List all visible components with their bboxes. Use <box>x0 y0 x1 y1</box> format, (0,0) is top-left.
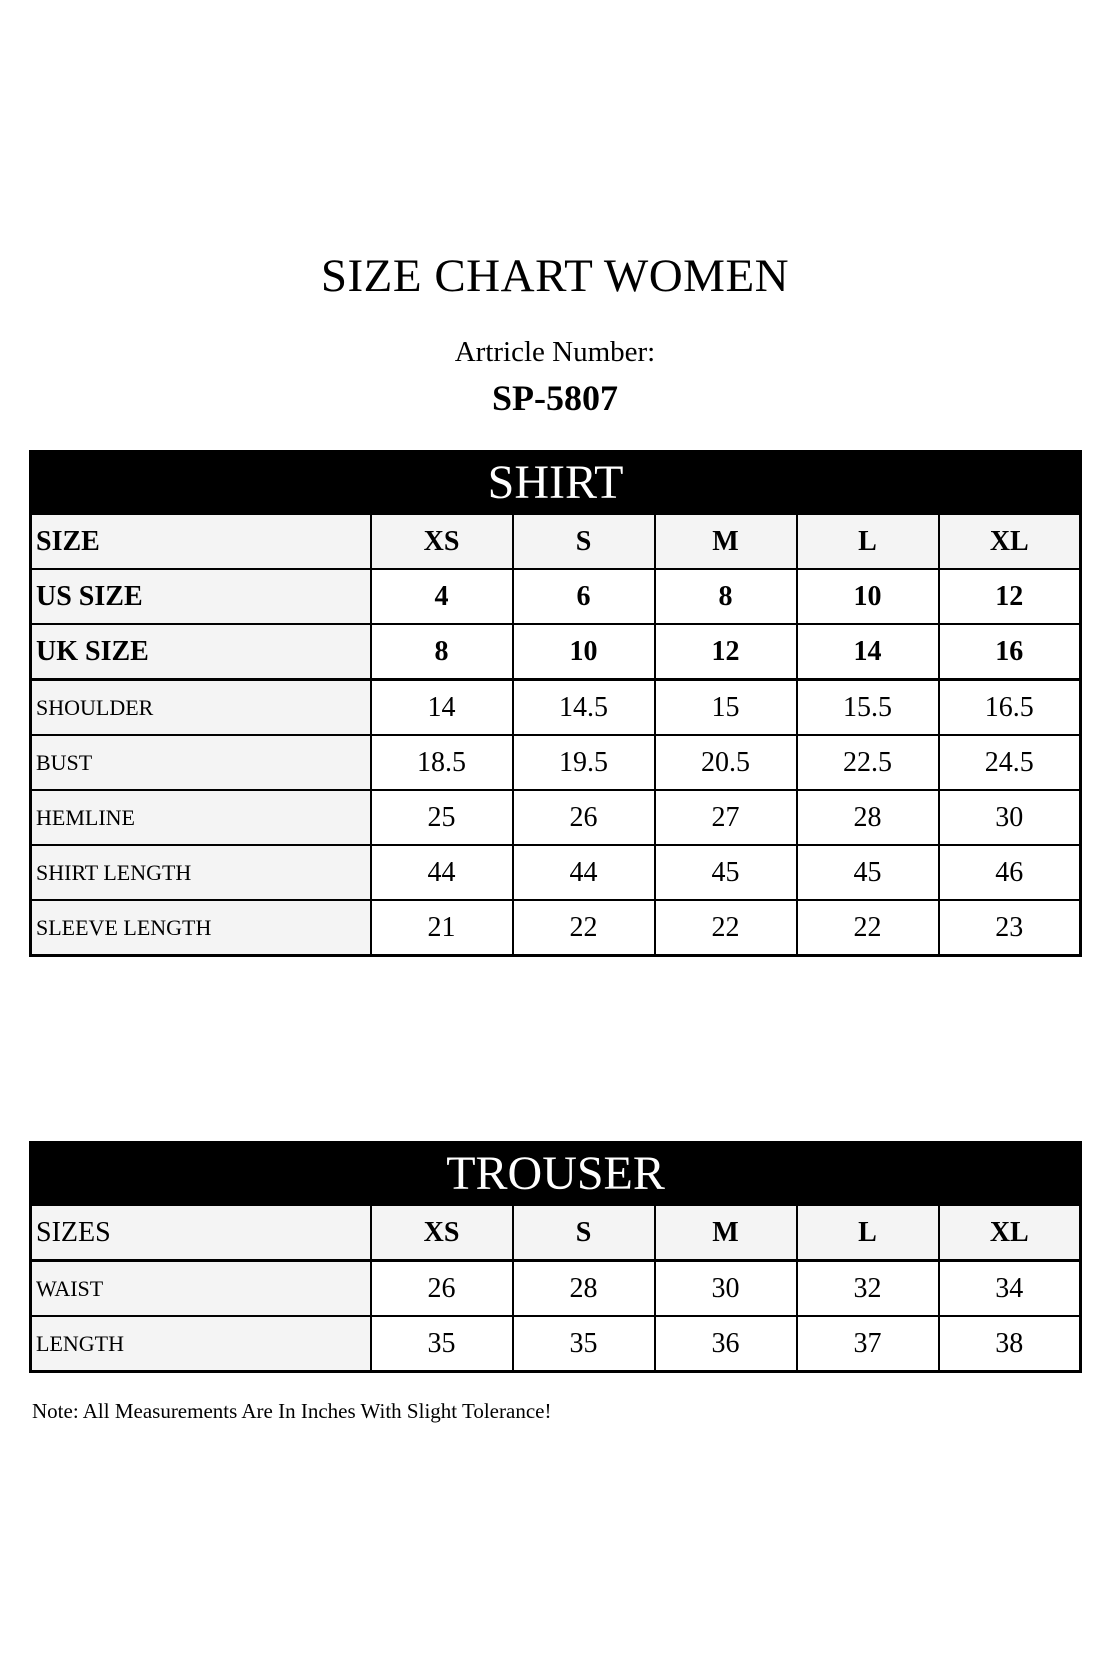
shirt-size-header-row <box>31 514 1081 569</box>
table-cell: 22.5 <box>797 735 939 790</box>
size-cell: XS <box>371 1205 513 1261</box>
table-cell: 27 <box>655 790 797 845</box>
table-cell: 16 <box>939 624 1081 680</box>
table-cell: 44 <box>371 845 513 900</box>
shirt-size-table <box>29 450 1082 957</box>
row-label: SHIRT LENGTH <box>31 845 371 900</box>
row-label: LENGTH <box>31 1316 371 1372</box>
row-label: US SIZE <box>31 569 371 624</box>
table-cell: 14 <box>371 680 513 736</box>
shirt-length-row <box>31 845 1081 900</box>
shirt-bust-row <box>31 735 1081 790</box>
table-cell: 44 <box>513 845 655 900</box>
trouser-heading: TROUSER <box>31 1143 1081 1206</box>
table-cell: 14.5 <box>513 680 655 736</box>
table-cell: 19.5 <box>513 735 655 790</box>
table-cell: 12 <box>655 624 797 680</box>
table-cell: 16.5 <box>939 680 1081 736</box>
table-cell: 32 <box>797 1261 939 1317</box>
row-label: SIZES <box>31 1205 371 1261</box>
shirt-hemline-row <box>31 790 1081 845</box>
table-cell: 28 <box>797 790 939 845</box>
table-cell: 46 <box>939 845 1081 900</box>
trouser-waist-row <box>31 1261 1081 1317</box>
table-cell: 10 <box>797 569 939 624</box>
table-cell: 26 <box>513 790 655 845</box>
trouser-size-header-row <box>31 1205 1081 1261</box>
table-cell: 35 <box>513 1316 655 1372</box>
shirt-shoulder-row <box>31 680 1081 736</box>
trouser-length-row <box>31 1316 1081 1372</box>
table-cell: 4 <box>371 569 513 624</box>
table-cell: 18.5 <box>371 735 513 790</box>
size-cell: XS <box>371 514 513 569</box>
size-cell: S <box>513 1205 655 1261</box>
table-cell: 6 <box>513 569 655 624</box>
page-title: SIZE CHART WOMEN <box>320 250 790 302</box>
size-cell: L <box>797 1205 939 1261</box>
shirt-uk-size-row <box>31 624 1081 680</box>
table-cell: 45 <box>655 845 797 900</box>
size-cell: L <box>797 514 939 569</box>
table-cell: 30 <box>939 790 1081 845</box>
row-label: HEMLINE <box>31 790 371 845</box>
table-cell: 36 <box>655 1316 797 1372</box>
size-cell: XL <box>939 1205 1081 1261</box>
shirt-heading: SHIRT <box>31 452 1081 515</box>
row-label: SHOULDER <box>31 680 371 736</box>
row-label: UK SIZE <box>31 624 371 680</box>
table-cell: 22 <box>655 900 797 956</box>
shirt-us-size-row <box>31 569 1081 624</box>
size-cell: M <box>655 514 797 569</box>
table-cell: 23 <box>939 900 1081 956</box>
article-number-value: SP-5807 <box>492 378 618 418</box>
table-cell: 38 <box>939 1316 1081 1372</box>
trouser-section-header <box>31 1143 1081 1206</box>
table-cell: 45 <box>797 845 939 900</box>
shirt-sleeve-length-row <box>31 900 1081 956</box>
table-cell: 37 <box>797 1316 939 1372</box>
size-cell: S <box>513 514 655 569</box>
measurement-note: Note: All Measurements Are In Inches With Slight Tolerance! <box>32 1399 552 1423</box>
table-cell: 28 <box>513 1261 655 1317</box>
table-cell: 26 <box>371 1261 513 1317</box>
trouser-size-table <box>29 1141 1082 1373</box>
table-cell: 22 <box>513 900 655 956</box>
shirt-section-header <box>31 452 1081 515</box>
table-cell: 15 <box>655 680 797 736</box>
size-cell: M <box>655 1205 797 1261</box>
table-cell: 24.5 <box>939 735 1081 790</box>
table-cell: 35 <box>371 1316 513 1372</box>
table-cell: 8 <box>371 624 513 680</box>
table-cell: 25 <box>371 790 513 845</box>
article-number-label: Artricle Number: <box>454 336 656 368</box>
row-label: SLEEVE LENGTH <box>31 900 371 956</box>
table-cell: 20.5 <box>655 735 797 790</box>
table-cell: 22 <box>797 900 939 956</box>
table-cell: 10 <box>513 624 655 680</box>
table-cell: 14 <box>797 624 939 680</box>
table-cell: 8 <box>655 569 797 624</box>
table-cell: 21 <box>371 900 513 956</box>
table-cell: 15.5 <box>797 680 939 736</box>
row-label: WAIST <box>31 1261 371 1317</box>
row-label: BUST <box>31 735 371 790</box>
table-cell: 12 <box>939 569 1081 624</box>
table-cell: 34 <box>939 1261 1081 1317</box>
size-cell: XL <box>939 514 1081 569</box>
table-cell: 30 <box>655 1261 797 1317</box>
row-label: SIZE <box>31 514 371 569</box>
